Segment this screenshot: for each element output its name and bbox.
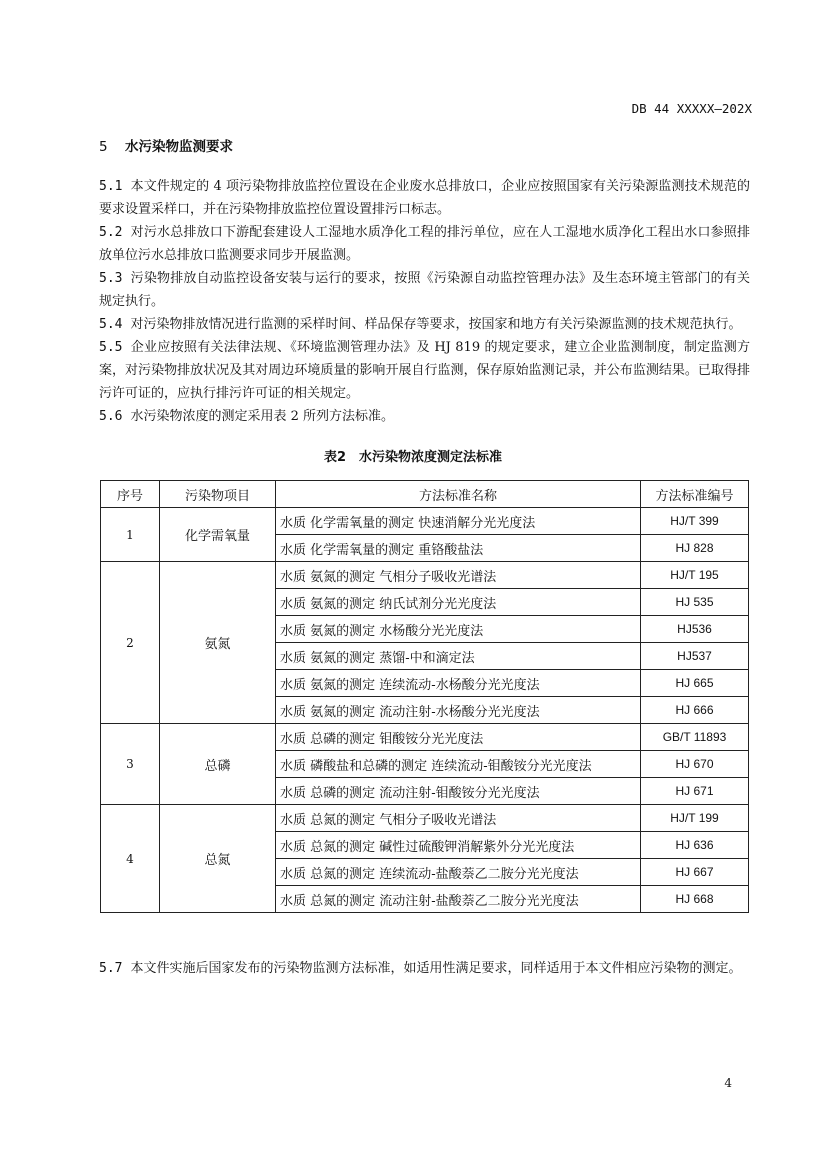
- clause-text: 对污染物排放情况进行监测的采样时间、样品保存等要求，按国家和地方有关污染源监测的技术规范执行。: [130, 317, 742, 332]
- code-cell: HJ 636: [641, 832, 749, 859]
- clause-list: [99, 175, 750, 428]
- clause-5-1: [99, 175, 750, 221]
- page-number: 4: [724, 1076, 732, 1090]
- clause-text: 水污染物浓度的测定采用表 2 所列方法标准。: [130, 409, 395, 424]
- table-row: [101, 562, 749, 589]
- code-cell: HJ 670: [641, 751, 749, 778]
- clause-5-6: [99, 405, 750, 428]
- table-row: [101, 508, 749, 535]
- pollutant-cell: 总氮: [160, 805, 276, 913]
- code-cell: HJ/T 199: [641, 805, 749, 832]
- pollutant-cell: 总磷: [160, 724, 276, 805]
- method-cell: 水质 氨氮的测定 蒸馏-中和滴定法: [276, 643, 641, 670]
- table-row: [101, 805, 749, 832]
- method-cell: 水质 化学需氧量的测定 重铬酸盐法: [276, 535, 641, 562]
- section-title: 水污染物监测要求: [125, 139, 233, 155]
- code-cell: HJ 665: [641, 670, 749, 697]
- method-cell: 水质 总氮的测定 流动注射-盐酸萘乙二胺分光光度法: [276, 886, 641, 913]
- clause-text: 污染物排放自动监控设备安装与运行的要求，按照《污染源自动监控管理办法》及生态环境主管部门的有关规定执行。: [99, 271, 750, 309]
- header-code: 方法标准编号: [641, 481, 749, 508]
- pollutant-cell: 化学需氧量: [160, 508, 276, 562]
- method-cell: 水质 总磷的测定 钼酸铵分光光度法: [276, 724, 641, 751]
- clause-5-7: [99, 957, 750, 980]
- code-cell: HJ536: [641, 616, 749, 643]
- header-pollutant: 污染物项目: [160, 481, 276, 508]
- method-cell: 水质 总氮的测定 连续流动-盐酸萘乙二胺分光光度法: [276, 859, 641, 886]
- pollutant-cell: 氨氮: [160, 562, 276, 724]
- code-cell: HJ 828: [641, 535, 749, 562]
- method-cell: 水质 磷酸盐和总磷的测定 连续流动-钼酸铵分光光度法: [276, 751, 641, 778]
- method-cell: 水质 氨氮的测定 气相分子吸收光谱法: [276, 562, 641, 589]
- clause-text: 企业应按照有关法律法规、《环境监测管理办法》及 HJ 819 的规定要求，建立企业监测制度，制定监测方案，对污染物排放状况及其对周边环境质量的影响开展自行监测，保存原始监测记录，并公布监测结果。已取得排污许可证的，应执行排污许可证的相关规定。: [99, 340, 750, 401]
- seq-cell: 4: [101, 805, 160, 913]
- clause-number: 5.2: [99, 225, 123, 240]
- code-cell: HJ/T 195: [641, 562, 749, 589]
- table-row: [101, 724, 749, 751]
- seq-cell: 2: [101, 562, 160, 724]
- code-cell: HJ/T 399: [641, 508, 749, 535]
- section-number: 5: [99, 139, 108, 155]
- table-caption: 表2 水污染物浓度测定法标准: [323, 450, 503, 465]
- clause-number: 5.7: [99, 961, 123, 976]
- method-cell: 水质 氨氮的测定 水杨酸分光光度法: [276, 616, 641, 643]
- clause-5-3: [99, 267, 750, 313]
- header-method: 方法标准名称: [276, 481, 641, 508]
- code-cell: HJ 668: [641, 886, 749, 913]
- clause-number: 5.4: [99, 317, 123, 332]
- clause-5-4: [99, 313, 750, 336]
- seq-cell: 1: [101, 508, 160, 562]
- method-cell: 水质 总氮的测定 气相分子吸收光谱法: [276, 805, 641, 832]
- method-cell: 水质 总磷的测定 流动注射-钼酸铵分光光度法: [276, 778, 641, 805]
- code-cell: HJ 671: [641, 778, 749, 805]
- clause-5-2: [99, 221, 750, 267]
- section-heading: [99, 135, 233, 155]
- method-cell: 水质 氨氮的测定 纳氏试剂分光光度法: [276, 589, 641, 616]
- clause-5-5: [99, 336, 750, 405]
- code-cell: HJ537: [641, 643, 749, 670]
- header-seq: 序号: [101, 481, 160, 508]
- clause-number: 5.6: [99, 409, 123, 424]
- code-cell: HJ 666: [641, 697, 749, 724]
- method-standards-table: [100, 480, 749, 913]
- code-cell: HJ 667: [641, 859, 749, 886]
- code-cell: HJ 535: [641, 589, 749, 616]
- clause-number: 5.5: [99, 340, 123, 355]
- clause-text: 本文件实施后国家发布的污染物监测方法标准，如适用性满足要求，同样适用于本文件相应污染物的测定。: [130, 961, 742, 976]
- method-cell: 水质 氨氮的测定 连续流动-水杨酸分光光度法: [276, 670, 641, 697]
- clause-text: 对污水总排放口下游配套建设人工湿地水质净化工程的排污单位，应在人工湿地水质净化工程出水口参照排放单位污水总排放口监测要求同步开展监测。: [99, 225, 750, 263]
- code-cell: GB/T 11893: [641, 724, 749, 751]
- table-header-row: [101, 481, 749, 508]
- method-cell: 水质 化学需氧量的测定 快速消解分光光度法: [276, 508, 641, 535]
- seq-cell: 3: [101, 724, 160, 805]
- clause-number: 5.1: [99, 179, 123, 194]
- method-cell: 水质 氨氮的测定 流动注射-水杨酸分光光度法: [276, 697, 641, 724]
- method-cell: 水质 总氮的测定 碱性过硫酸钾消解紫外分光光度法: [276, 832, 641, 859]
- document-code: DB 44 XXXXX—202X: [631, 101, 752, 116]
- clause-text: 本文件规定的 4 项污染物排放监控位置设在企业废水总排放口，企业应按照国家有关污染源监测技术规范的要求设置采样口，并在污染物排放监控位置设置排污口标志。: [99, 179, 750, 217]
- clause-number: 5.3: [99, 271, 123, 286]
